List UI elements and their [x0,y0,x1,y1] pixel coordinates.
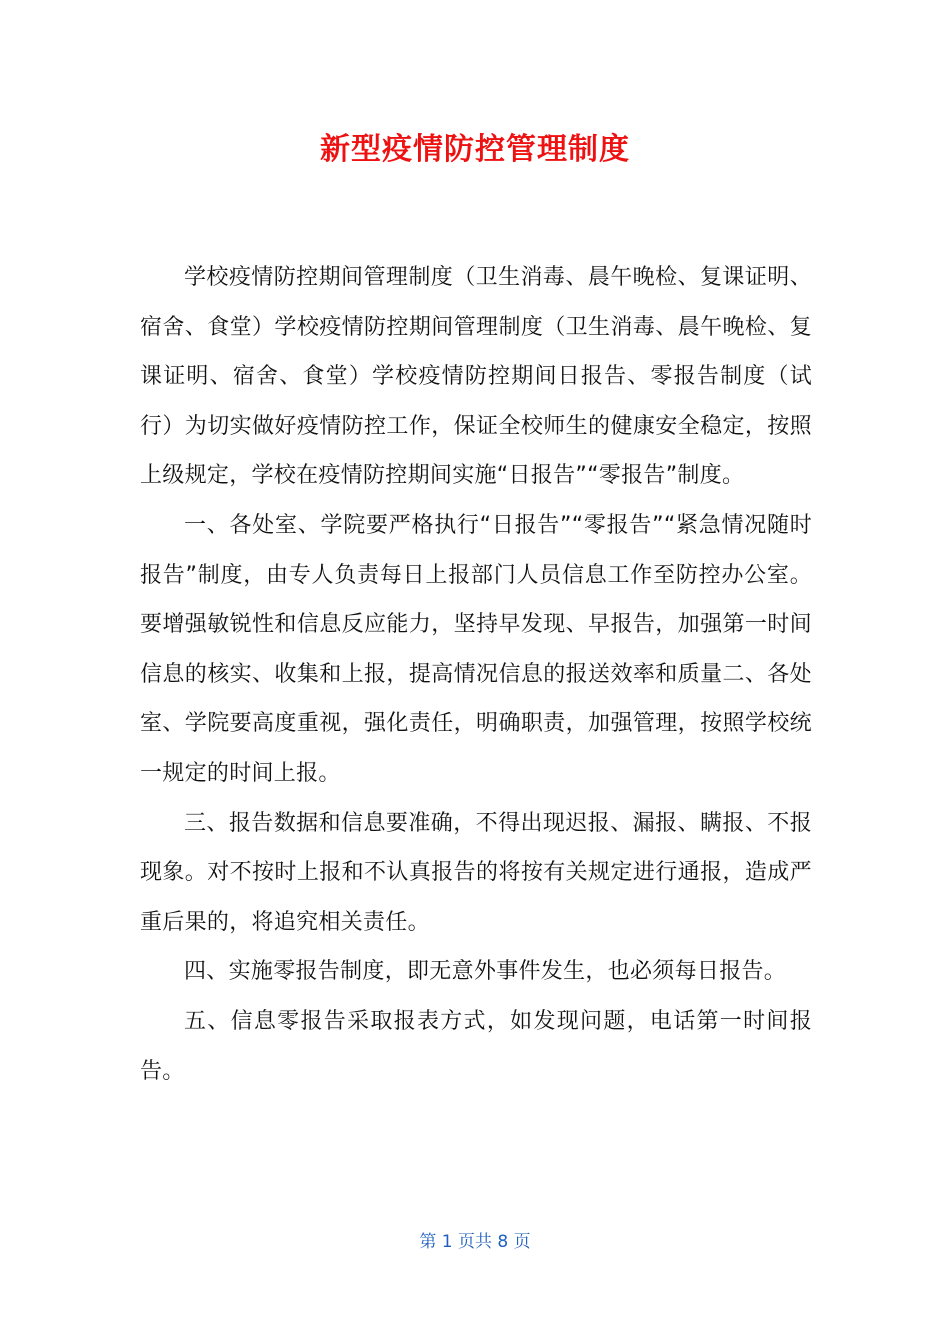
paragraph-item-3: 三、报告数据和信息要准确，不得出现迟报、漏报、瞒报、不报现象。对不按时上报和不认真报告的将按有关规定进行通报，造成严重后果的，将追究相关责任。 [140,810,812,935]
paragraph-item-1: 一、各处室、学院要严格执行“日报告”“零报告”“紧急情况随时报告”制度，由专人负责每日上报部门人员信息工作至防控办公室。要增强敏锐性和信息反应能力，坚持早发现、早报告，加强第一时间信息的核实、收集和上报，提高情况信息的报送效率和质量二、各处室、学院要高度重视，强化责任，明确职责，加强管理，按照学校统一规定的时间上报。 [140,512,812,786]
page-indicator: 第 1 页共 8 页 [419,1232,531,1252]
paragraph-item-4: 四、实施零报告制度，即无意外事件发生，也必须每日报告。 [184,959,787,985]
paragraph-intro: 学校疫情防控期间管理制度（卫生消毒、晨午晚检、复课证明、宿舍、食堂）学校疫情防控期间管理制度（卫生消毒、晨午晚检、复课证明、宿舍、食堂）学校疫情防控期间日报告、零报告制度（试行）为切实做好疫情防控工作，保证全校师生的健康安全稳定，按照上级规定，学校在疫情防控期间实施“日报告”“零报告”制度。 [140,265,812,489]
paragraph-item-5: 五、信息零报告采取报表方式，如发现问题，电话第一时间报告。 [140,1008,812,1084]
document-title: 新型疫情防控管理制度 [320,132,630,167]
document-body [140,253,812,1096]
